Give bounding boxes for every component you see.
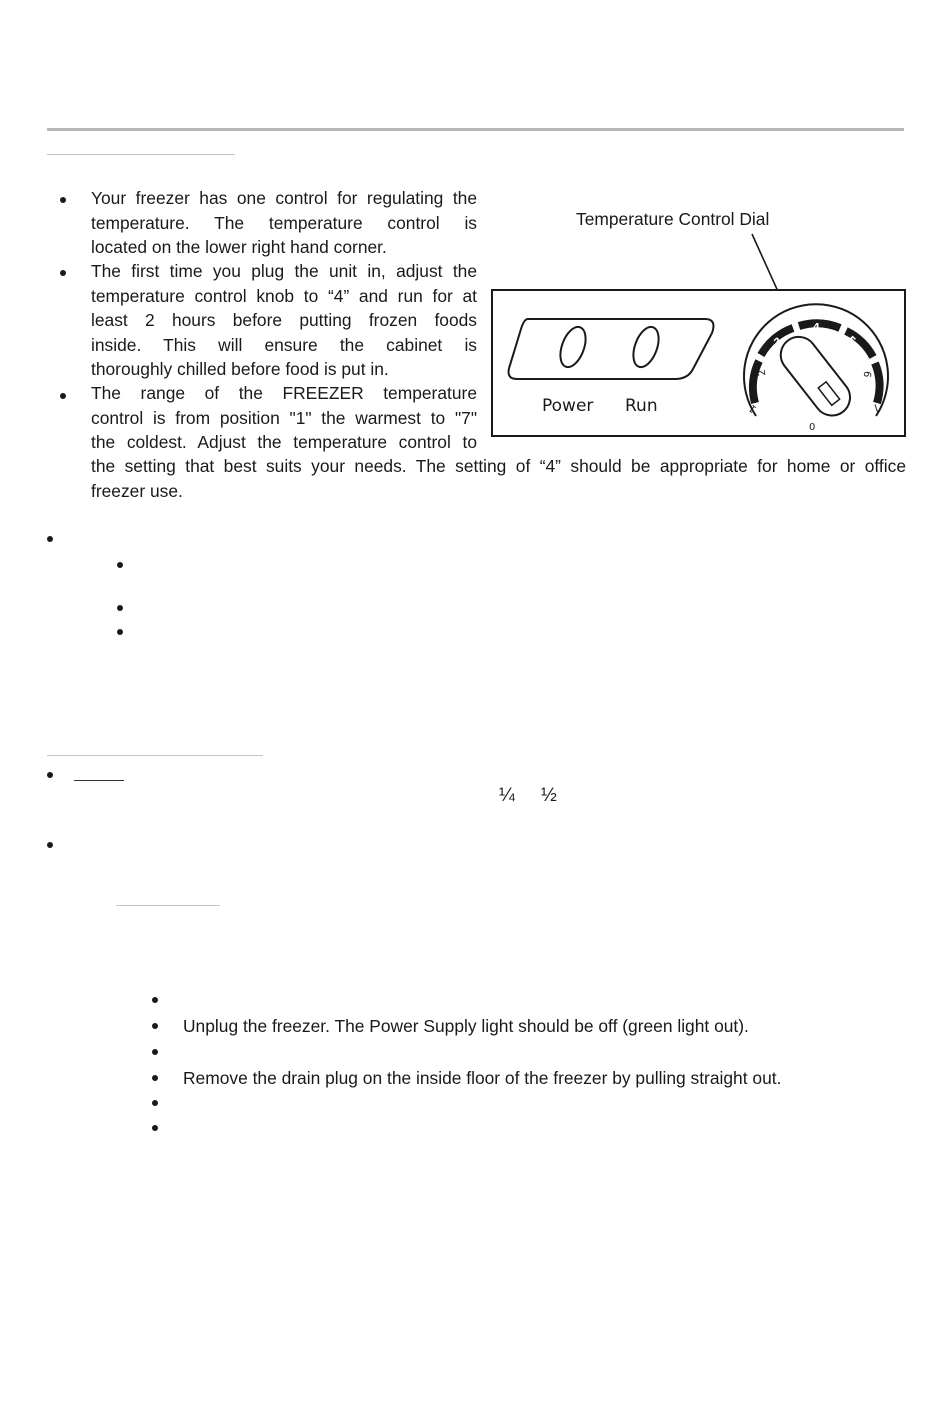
run-label: Run	[625, 396, 658, 416]
text-line: temperature control knob to “4” and run for at	[91, 285, 477, 306]
dial-number-4: 4	[813, 322, 820, 333]
dial-number-1: 1	[746, 401, 759, 415]
switch-housing	[509, 319, 714, 379]
dial-number-5: 5	[844, 334, 858, 348]
dial-number-2: 2	[756, 368, 769, 377]
text-line: the setting that best suits your needs. The setting of “4” should be appropriate for home or office	[91, 456, 906, 476]
dial-knob	[773, 330, 857, 423]
dial-number-7: 7	[869, 400, 882, 414]
fraction-quarter: ¼	[499, 785, 515, 806]
text-line: inside. This will ensure the cabinet is	[91, 334, 477, 355]
text-line: The range of the FREEZER temperature	[91, 383, 477, 403]
text-line: the coldest. Adjust the temperature control to	[91, 432, 477, 452]
dial-off-label: 0	[809, 422, 816, 433]
bullet-dot	[152, 1023, 158, 1029]
bullet-dot	[152, 997, 158, 1003]
bullet-dot	[152, 1100, 158, 1106]
dial-number-3: 3	[772, 335, 786, 349]
text-line: thoroughly chilled before food is put in.	[91, 359, 389, 379]
label-underline	[74, 780, 124, 781]
bullet-dot	[117, 605, 123, 611]
power-light-icon	[555, 324, 590, 371]
text-line: located on the lower right hand corner.	[91, 237, 387, 257]
bullet-dot	[152, 1049, 158, 1055]
bullet-dot	[117, 629, 123, 635]
subheading-underline	[116, 905, 220, 906]
bullet-dot	[152, 1125, 158, 1131]
defrost-step: Remove the drain plug on the inside floor of the freezer by pulling straight out.	[183, 1068, 782, 1088]
text-line: control is from position "1" the warmest to "7"	[91, 407, 477, 428]
bullet-dot	[47, 536, 53, 542]
run-light-icon	[628, 324, 663, 371]
bullet-temperature-range-cont	[91, 454, 906, 503]
power-label: Power	[542, 396, 594, 416]
dial-callout-label: Temperature Control Dial	[576, 209, 770, 229]
text-line: The first time you plug the unit in, adjust the	[91, 261, 477, 281]
bullet-dot	[47, 772, 53, 778]
text-line: temperature. The temperature control is	[91, 212, 477, 233]
text-line: least 2 hours before putting frozen foods	[91, 310, 477, 330]
defrost-step: Unplug the freezer. The Power Supply light should be off (green light out).	[183, 1016, 749, 1036]
dial-number-6: 6	[860, 370, 873, 379]
bullet-dot	[47, 842, 53, 848]
bullet-dot	[152, 1075, 158, 1081]
fraction-half: ½	[541, 785, 557, 806]
temperature-dial	[744, 304, 888, 433]
text-line: Your freezer has one control for regulating the	[91, 188, 477, 208]
section-heading-underline	[47, 755, 263, 756]
control-panel-diagram	[491, 289, 906, 437]
bullet-dot	[117, 562, 123, 568]
text-line: freezer use.	[91, 480, 183, 501]
